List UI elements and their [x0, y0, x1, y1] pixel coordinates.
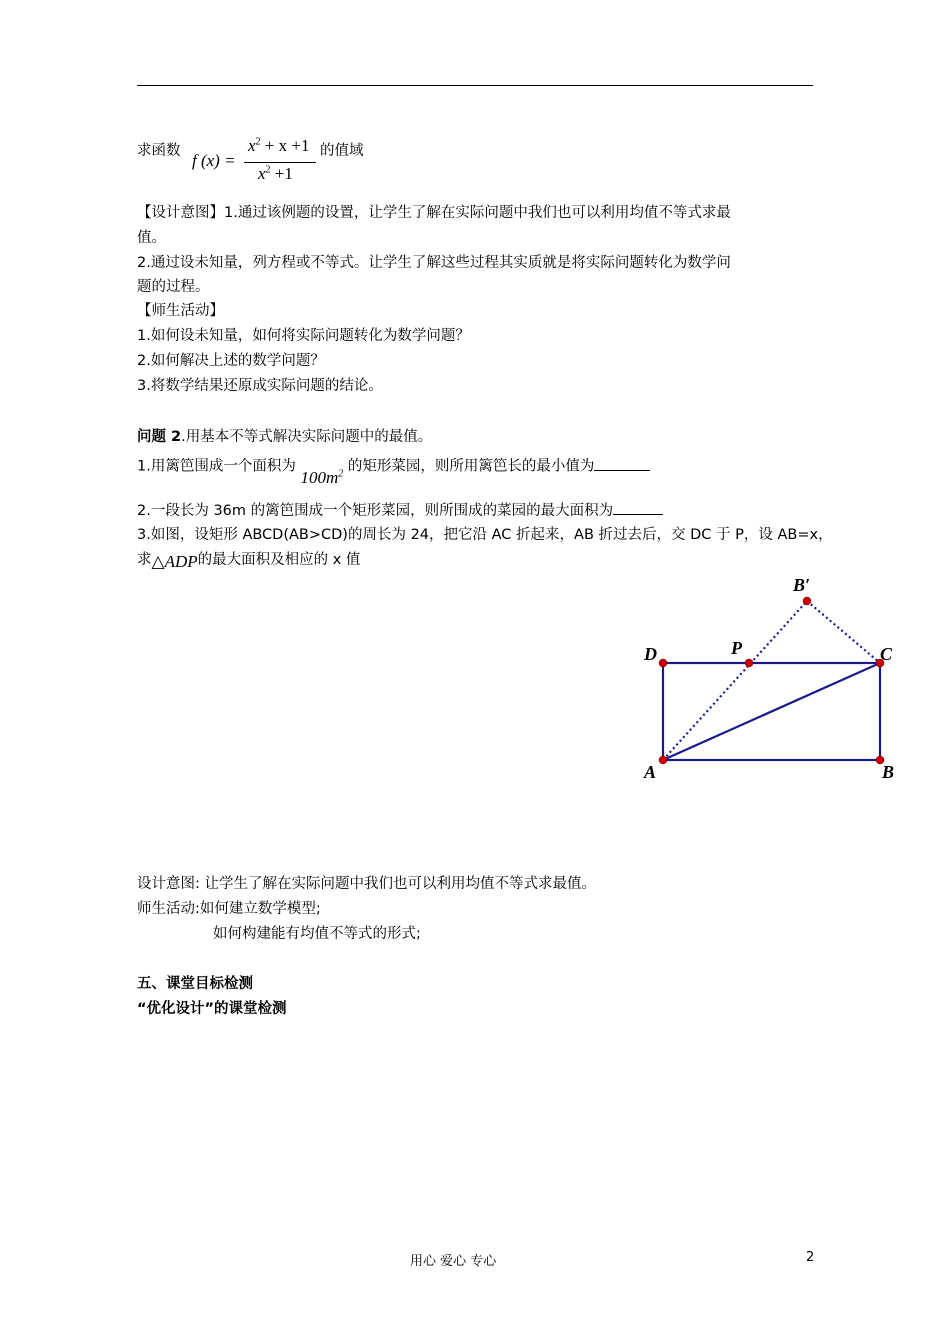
design-intent-line1: 【设计意图】1.通过该例题的设置，让学生了解在实际问题中我们也可以利用均值不等式求最 [137, 205, 731, 221]
header-rule [137, 85, 813, 86]
label-d: D [644, 644, 657, 664]
q2-answer-blank [613, 500, 663, 515]
activity-title: 【师生活动】 [137, 303, 224, 319]
point-p [745, 659, 753, 667]
fraction-bar [244, 162, 316, 163]
design-intent-line4: 题的过程。 [137, 279, 210, 295]
intro-suffix: 的值域 [320, 143, 364, 159]
section5-title: 五、课堂目标检测 [137, 976, 253, 992]
activity-item: 2.如何解决上述的数学问题？ [137, 353, 325, 369]
folded-edge-b-prime-c [807, 601, 880, 663]
geometry-figure [630, 565, 910, 795]
label-b-prime: B′ [793, 575, 811, 595]
label-p: P [731, 638, 742, 658]
activity-item: 3.将数学结果还原成实际问题的结论。 [137, 378, 383, 394]
label-c: C [880, 644, 893, 664]
function-lhs: f (x) = [192, 151, 236, 170]
footer-motto: 用心 爱心 专心 [410, 1254, 497, 1269]
point-a [659, 756, 667, 764]
point-d [659, 659, 667, 667]
point-b-prime [803, 597, 811, 605]
q1-math: $100m^2$ [300, 467, 344, 487]
problem2-q3-line2: 求△ADP的最大面积及相应的 x 值 [137, 552, 361, 571]
diagonal-ac [663, 663, 880, 760]
intro-label: 求函数 [137, 143, 181, 159]
problem2-q1: 1.用篱笆围成一个面积为 $100m^2$ 的矩形菜园，则所用篱笆长的最小值为 [137, 452, 650, 477]
design-intent2-line3: 如何构建能有均值不等式的形式; [213, 926, 421, 942]
function-fraction [244, 136, 318, 188]
problem2-title: 问题 2.用基本不等式解决实际问题中的最值。 [137, 429, 433, 445]
label-a: A [644, 762, 657, 782]
design-intent2-line2: 师生活动:如何建立数学模型; [137, 901, 321, 917]
section5-subtitle: “优化设计”的课堂检测 [137, 1001, 287, 1017]
fraction-denominator: $x^2 +1$ [258, 164, 293, 183]
design-intent-line2: 值。 [137, 230, 166, 246]
fraction-numerator: $x^2 + x +1$ [248, 136, 310, 155]
activity-item: 1.如何设未知量，如何将实际问题转化为数学问题？ [137, 328, 470, 344]
problem2-q2: 2.一段长为 36m 的篱笆围成一个矩形菜园，则所围成的菜园的最大面积为 [137, 500, 663, 521]
problem2-q3-line1: 3.如图，设矩形 ABCD(AB>CD)的周长为 24，把它沿 AC 折起来，AB 折过去后，交 DC 于 P，设 AB=x， [137, 527, 833, 543]
page-number: 2 [806, 1250, 815, 1265]
q3-math: △ADP [151, 552, 198, 571]
folded-edge-ab-prime [663, 601, 807, 760]
label-b: B [882, 762, 895, 782]
design-intent-line3: 2.通过设未知量，列方程或不等式。让学生了解这些过程其实质就是将实际问题转化为数学问 [137, 255, 731, 271]
q1-answer-blank [594, 456, 650, 471]
design-intent2-line1: 设计意图: 让学生了解在实际问题中我们也可以利用均值不等式求最值。 [137, 876, 596, 892]
